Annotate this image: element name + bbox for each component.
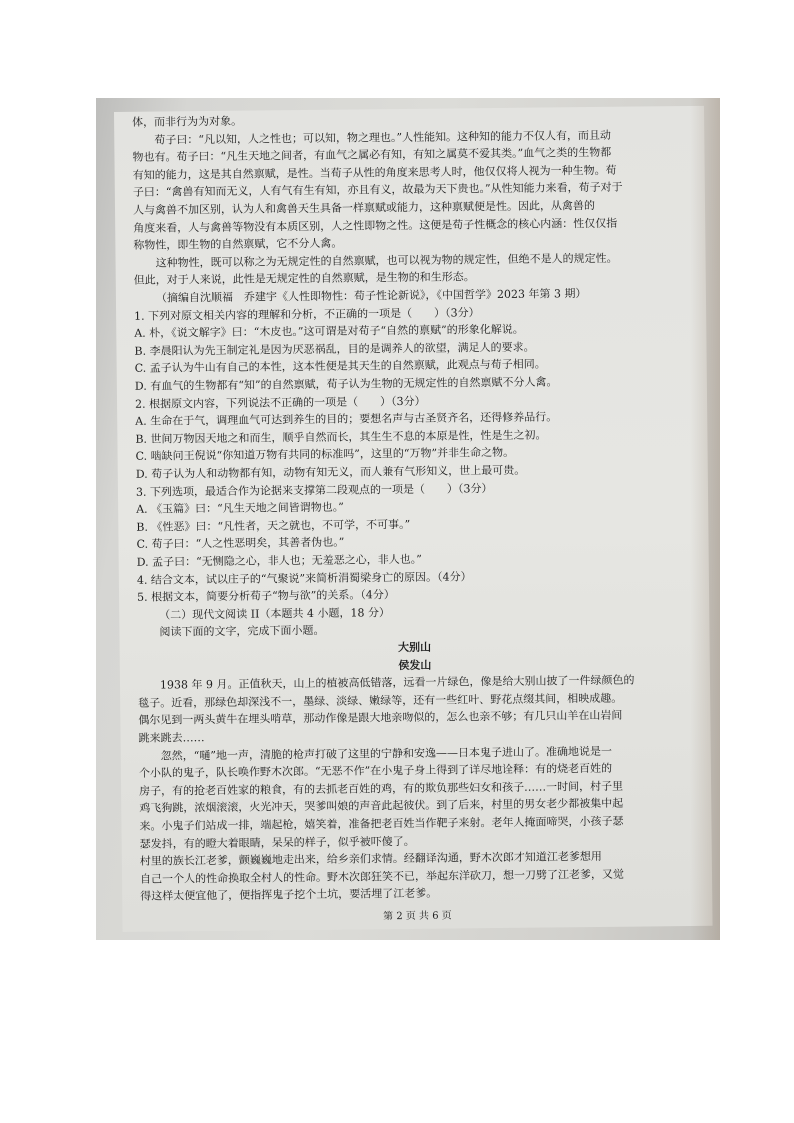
text-line: 村里的族长江老爹，颤巍巍地走出来，给乡亲们求情。经翻译沟通，野木次郎才知道江老爹想用 — [139, 850, 602, 868]
question-5: 5. 根据文本，简要分析荀子“物与欲”的关系。（4分） — [137, 588, 395, 604]
text-line: 荀子曰：“凡以知，人之性也；可以知，物之理也。”人性能知。这种知的能力不仅人有，而且动 — [154, 128, 612, 147]
text-line: 但此，对于人来说，此性是无规定性的自然禀赋，是生物的和生形态。 — [133, 270, 475, 288]
text-line: 这种物性，既可以称之为无规定性的自然禀赋，也可以视为物的规定性，但绝不是人的规定性。 — [155, 251, 618, 270]
question-3: 3. 下列选项，最适合作为论据来支撑第二段观点的一项是（ ）（3分） — [135, 481, 493, 499]
option-line: C. 孟子认为牛山有自己的本性，这本性便是其天生的自然禀赋，此观点与荀子相同。 — [134, 357, 546, 376]
option-line: C. 荀子曰：“人之性恶明矣，其善者伪也。” — [136, 536, 345, 552]
text-line: 跳来跳去…… — [138, 731, 205, 745]
text-line: 偶尔见到一两头黄牛在埋头啃草，那动作像是跟大地亲吻似的，怎么也亲不够；有几只山羊在山岩间 — [138, 709, 623, 728]
option-line: A. 《玉篇》曰：“凡生天地之间皆谓物也。” — [136, 500, 344, 516]
text-line: 鸡飞狗跳，浓烟滚滚，火光冲天，哭爹叫娘的声音此起彼伏。到了后来，村里的男女老少都被集中起 — [139, 797, 624, 816]
option-line: C. 啮缺问王倪说“你知道万物有共同的标准吗”，这里的“万物”并非生命之物。 — [135, 446, 515, 464]
option-line: D. 孟子曰：“无恻隐之心，非人也；无羞恶之心，非人也。” — [136, 552, 422, 569]
option-line: B. 世间万物因天地之和而生，顺乎自然而长，其生生不息的本原是性，性是生之初。 — [135, 428, 547, 446]
section-heading: （二）现代文阅读 II（本题共 4 小题，18 分） — [159, 605, 390, 622]
story-author: 侯发山 — [398, 658, 432, 672]
option-line: B. 《性恶》曰：“凡性者，天之就也，不可学，不可事。” — [136, 517, 411, 534]
text-line: 毯子。近看，那绿色却深浅不一，墨绿、淡绿、嫩绿等，还有一些红叶、野花点缀其间，相映成趣。 — [138, 691, 623, 710]
source-citation: （摘编自沈顺福 乔建宇《人性即物性：荀子性论新说》，《中国哲学》2023 年第 3 期） — [155, 287, 587, 305]
document-photo — [96, 98, 720, 940]
text-line: 瑟发抖，有的瞪大着眼睛，呆呆的样子，似乎被吓傻了。 — [139, 834, 415, 851]
text-line: 人与禽兽不加区别，认为人和禽兽天生具备一样禀赋或能力，这种禀赋便是性。因此，从禽兽的 — [132, 198, 596, 217]
text-line: 自己一个人的性命换取全村人的性命。野木次郎狂笑不已，举起东洋砍刀，想一刀劈了江老爹，又觉 — [139, 867, 625, 886]
instruction: 阅读下面的文字，完成下面小题。 — [159, 624, 325, 639]
text-line: 称物性，即生物的自然禀赋，它不分人禽。 — [133, 236, 343, 252]
option-line: D. 有血气的生物都有“知”的自然禀赋，荀子认为生物的无规定性的自然禀赋不分人禽。 — [134, 375, 558, 393]
question-4: 4. 结合文本，试以庄子的“气聚说”来简析涓蜀梁身亡的原因。（4分） — [136, 569, 472, 587]
question-1: 1. 下列对原文相关内容的理解和分析，不正确的一项是（ ）（3分） — [134, 305, 480, 323]
text-line: 房子，有的抢老百姓家的粮食，有的去抓老百姓的鸡，有的欺负那些妇女和孩子……一时间，村子里 — [139, 779, 624, 798]
question-2: 2. 根据原文内容，下列说法不正确的一项是（ ）（3分） — [134, 394, 426, 411]
exam-page — [114, 106, 713, 932]
option-line: A. 朴，《说文解字》曰：“木皮也。”这可谓是对荀子“自然的禀赋”的形象化解说。 — [134, 322, 524, 340]
text-line: 个小队的鬼子，队长唤作野木次郎。“无恶不作”在小鬼子身上得到了详尽地诠释：有的烧老百姓的 — [138, 762, 613, 780]
option-line: B. 李晨阳认为先王制定礼是因为厌恶祸乱，目的是调养人的欲望，满足人的要求。 — [134, 340, 535, 358]
text-line: 物也有。荀子曰：“凡生天地之间者，有血气之属必有知，有知之属莫不爱其类。”血气之类的生物都 — [132, 145, 612, 164]
option-line: D. 荀子认为人和动物都有知，动物有知无义，而人兼有气形知义，世上最可贵。 — [135, 463, 526, 481]
option-line: A. 生命在于气，调理血气可达到养生的目的；要想名声与古圣贤齐名，还得修养品行。 — [135, 410, 558, 428]
page-footer: 第 2 页 共 6 页 — [383, 910, 452, 923]
text-line: 有知的能力，这是其自然禀赋，是性。当荀子从性的角度来思考人时，他仅仅将人视为一种生物。荀 — [132, 163, 617, 182]
story-title: 大别山 — [398, 640, 432, 655]
text-line: 忽然，“嗵”地一声，清脆的枪声打破了这里的宁静和安逸——日本鬼子进山了。准确地说是一 — [160, 744, 613, 763]
text-line: 子曰：“禽兽有知而无义，人有气有生有知，亦且有义，故最为天下贵也。”从性知能力来看，荀子对于 — [132, 181, 623, 200]
text-line: 体，而非行为为对象。 — [132, 114, 243, 129]
photo-shadow — [690, 98, 720, 940]
text-line: 角度来看，人与禽兽等物没有本质区别，人之性即物之性。这便是荀子性概念的核心内涵：性仅仅指 — [133, 216, 618, 235]
text-line: 来。小鬼子们站成一排，端起枪，嬉笑着，准备把老百姓当作靶子来射。老年人掩面啼哭，小孩子瑟 — [139, 814, 624, 833]
text-line: 1938 年 9 月。正值秋天，山上的植被高低错落，远看一片绿色，像是给大别山披了一件绿颜色的 — [159, 673, 635, 692]
text-line: 得这样太便宜他了，便指挥鬼子挖个土坑，要活埋了江老爹。 — [140, 887, 438, 904]
